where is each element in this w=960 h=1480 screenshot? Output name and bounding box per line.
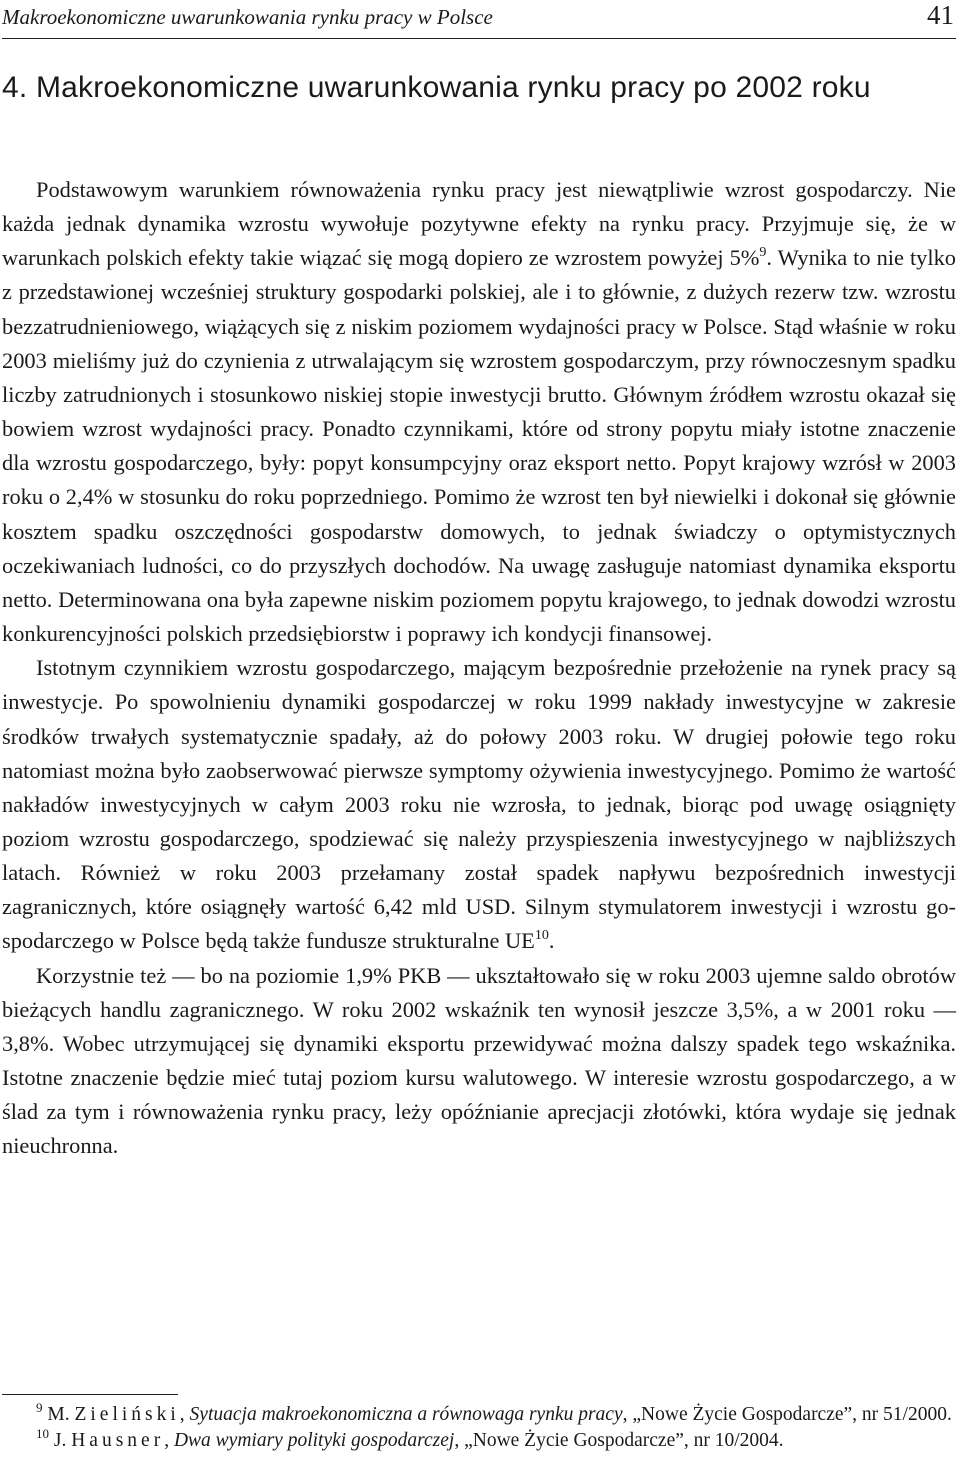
running-head-title: Makroekonomiczne uwarunkowania rynku pracy w Polsce xyxy=(2,5,493,29)
paragraph-1-text-a: Podstawowym warunkiem równoważenia rynku pracy jest niewątpliwie wzrost gospodarczy. Nie każda jednak dynamika wzrostu wywołuje pozytywne efekty na rynku pracy. Przyjmuje się, że w warunkach polskich efekty takie wiązać się mogą dopiero ze wzrostem powyżej 5% xyxy=(2,177,956,271)
paragraph-2-text-b: . xyxy=(548,928,555,954)
paragraph-2 xyxy=(2,651,956,958)
footnote-9-sep: , xyxy=(179,1404,190,1425)
footnote-10 xyxy=(2,1428,956,1454)
footnote-10-title: Dwa wymiary polityki gospodarczej xyxy=(173,1430,455,1451)
footnote-10-rest: , „Nowe Życie Gospodarcze”, nr 10/2004. xyxy=(454,1430,784,1451)
chapter-title: 4. Makroekonomiczne uwarunkowania rynku pracy po 2002 roku xyxy=(2,71,871,104)
running-head xyxy=(2,0,956,39)
paragraph-3 xyxy=(2,959,956,1164)
footnote-9-author-initial: M. xyxy=(47,1404,70,1425)
paragraph-1 xyxy=(2,173,956,651)
paragraph-3-text: Korzystnie też — bo na poziomie 1,9% PKB — ukształtowało się w roku 2003 ujemne saldo obrotów bieżących handlu zagranicznego. W roku 2002 wskaźnik ten wynosił jeszcze 3,5%, a w 2001 roku — 3,8%. Wobec utrzymującej się dynamiki eksportu przewidywać można dalszy spadek tego wskaźnika. Istotne znaczenie będzie mieć tutaj poziom kursu walutowego. W interesie wzrostu gospodarczego, a w ślad za tym i równoważenia rynku pracy, leży opóźnianie aprecjacji złotówki, która wydaje się jednak nieuchronna. xyxy=(2,962,956,1159)
footnote-10-author: Hausner xyxy=(71,1430,165,1451)
footnote-10-mark: 10 xyxy=(36,1426,49,1441)
paragraph-2-text-a: Istotnym czynnikiem wzrostu gospodarczego, mającym bezpośrednie przełożenie na rynek pracy są inwestycje. Po spowolnieniu dynamiki gospodarczej w roku 1999 nakłady inwestycyjne w zakresie środków trwałych systematycznie spadały, aż do połowy 2003 roku. W drugiej połowie tego roku natomiast można było zaobserwować pierwsze symptomy ożywienia inwestycyjnego. Pomimo że wartość nakładów inwestycyjnych w całym 2003 roku nie wzrosła, to jednak, biorąc pod uwagę osiągnięty poziom wzrostu gospodarczego, spodziewać się należy przyspieszenia inwestycyjnego w najbliższych latach. Również w roku 2003 przełamany został spadek napływu bezpośrednich inwestycji zagranicznych, które osiągnęły wartość 6,42 mld USD. Silnym stymulatorem inwestycji i wzrostu gospodarczego w Polsce będą także fundusze strukturalne UE xyxy=(2,655,956,954)
footnote-9-rest: , „Nowe Życie Gospodarcze”, nr 51/2000. xyxy=(622,1404,952,1425)
footnote-9 xyxy=(2,1402,956,1428)
footnote-9-author: Zieliński xyxy=(74,1404,180,1425)
footnote-10-sep: , xyxy=(164,1430,174,1451)
page-number: 41 xyxy=(927,0,954,30)
footnote-ref-9[interactable]: 9 xyxy=(759,245,767,261)
body-text xyxy=(2,173,956,1164)
footnote-ref-10[interactable]: 10 xyxy=(534,928,549,944)
footnote-10-author-initial: J. xyxy=(53,1430,67,1451)
footnote-9-mark: 9 xyxy=(36,1400,43,1415)
footnote-divider xyxy=(2,1394,178,1395)
paragraph-1-text-b: . Wynika to nie tylko z przedstawionej wcześniej struktury gospodarki polskiej, ale i to głównie, z dużych rezerw tzw. wzrostu bezzatrudnieniowego, wiążących się z niskim poziomem wydajności pracy w Polsce. Stąd właśnie w roku 2003 mieliśmy już do czynienia z utrwalającym się wzrostem gospodarczym, przy równoczesnym spadku liczby zatrudnionych i stosunkowo niskiej stopie inwestycji brutto. Głównym źródłem wzrostu okazał się bowiem wzrost wydajności pracy. Ponadto czynnikami, które od strony popytu miały istotne znaczenie dla wzrostu gospodarczego, były: popyt konsumpcyjny oraz eksport netto. Popyt krajowy wzrósł w 2003 roku o 2,4% w stosunku do roku poprzedniego. Pomimo że wzrost ten był niewielki i dokonał się głównie kosztem spadku oszczędności gospodarstw domowych, to jednak świadczy o optymistycznych oczekiwaniach ludności, co do przyszłych dochodów. Na uwagę zasługuje natomiast dynamika eksportu netto. Determinowana ona była zapewne niskim poziomem popytu krajowego, to jednak dowodzi wzrostu konkurencyjności polskich przedsiębiorstw i poprawy ich kondycji finansowej. xyxy=(2,245,956,647)
footnote-9-title: Sytuacja makroekonomiczna a równowaga rynku pracy xyxy=(189,1404,623,1425)
footnotes xyxy=(2,1402,956,1454)
